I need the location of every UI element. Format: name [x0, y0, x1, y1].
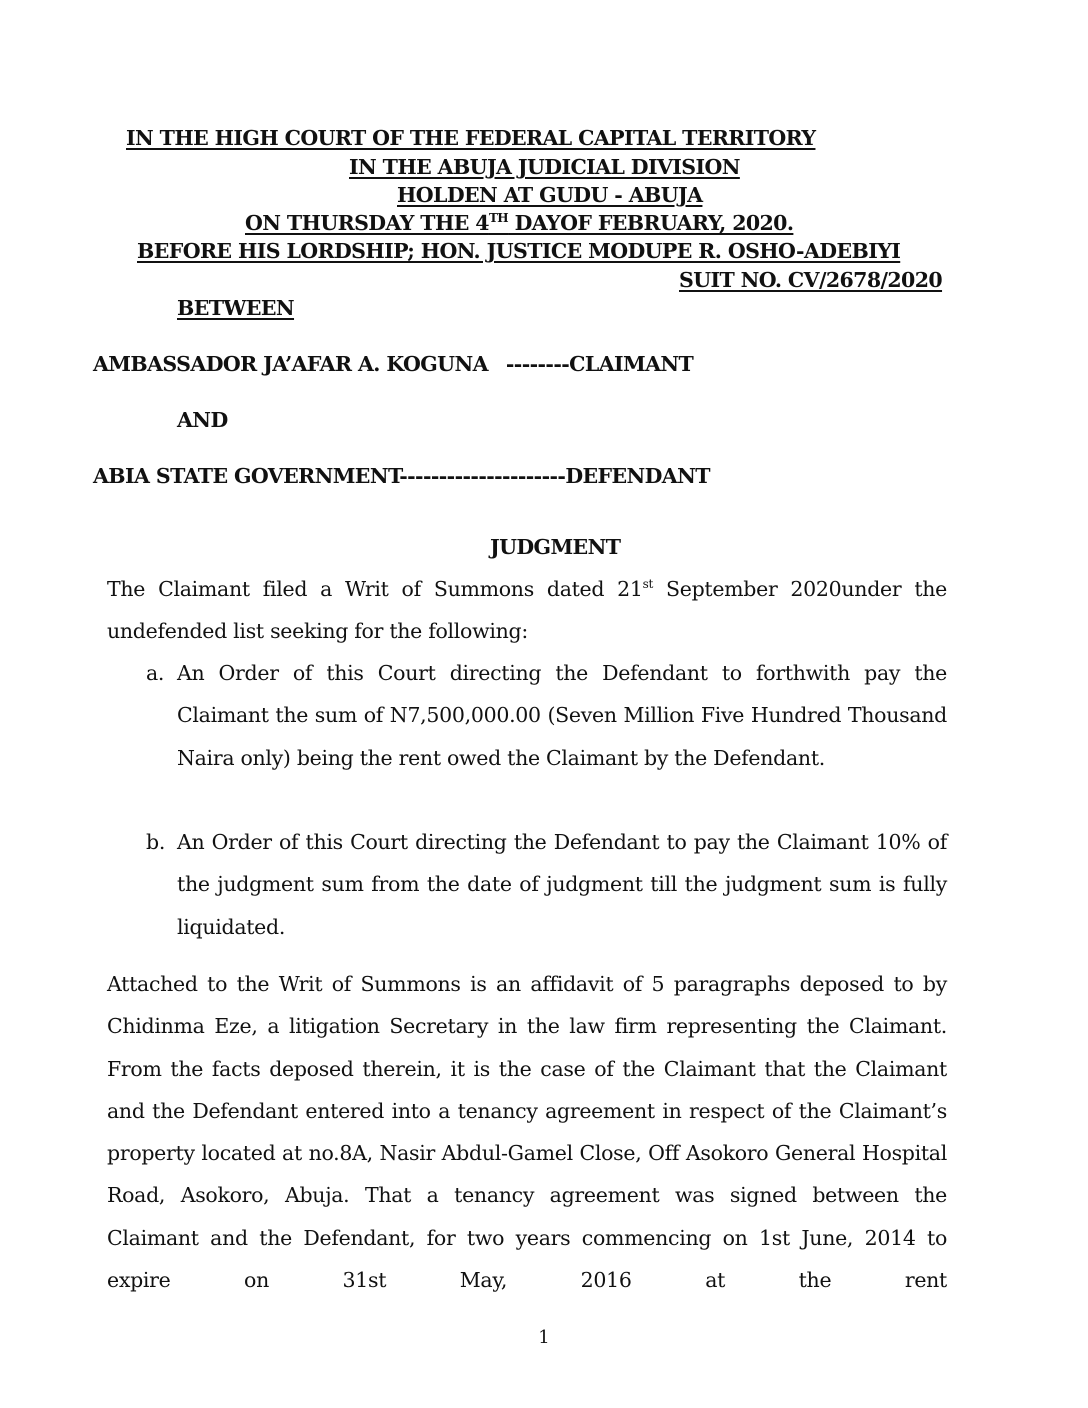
judgment-title: JUDGMENT	[490, 535, 621, 559]
holden-heading: HOLDEN AT GUDU - ABUJA	[397, 183, 703, 207]
intro-ordinal: st	[642, 577, 654, 591]
date-heading	[245, 209, 793, 237]
relief-text-a: An Order of this Court directing the Defendant to forthwith pay the Claimant the sum of N7,500,000.00 (Seven Million Five Hundred Thousand Naira only) being the rent owed the Claimant by the Defendant.	[177, 661, 947, 770]
claimant-name: AMBASSADOR JA’AFAR A. KOGUNA	[93, 352, 488, 376]
date-heading-ordinal: TH	[488, 211, 509, 225]
before-heading: BEFORE HIS LORDSHIP; HON. JUSTICE MODUPE R. OSHO-ADEBIYI	[137, 239, 901, 263]
defendant-line	[93, 462, 710, 490]
defendant-dashes: ---------------------	[399, 464, 566, 488]
affidavit-paragraph: Attached to the Writ of Summons is an affidavit of 5 paragraphs deposed to by Chidinma Eze, a litigation Secretary in the law firm representing the Claimant. From the facts deposed therein, it is the case of the Claimant that the Claimant and the Defendant entered into a tenancy agreement in respect of the Claimant’s property located at no.8A, Nasir Abdul-Gamel Close, Off Asokoro General Hospital Road, Asokoro, Abuja. That a tenancy agreement was signed between the Claimant and the Defendant, for two years commencing on 1st June, 2014 to expire on 31st May, 2016 at the rent	[107, 972, 947, 1293]
between-label: BETWEEN	[177, 296, 295, 320]
suit-number: SUIT NO. CV/2678/2020	[679, 268, 943, 292]
defendant-role: DEFENDANT	[565, 464, 710, 488]
claimant-line	[93, 350, 693, 378]
date-heading-suffix: DAYOF FEBRUARY, 2020.	[508, 211, 794, 235]
relief-marker-a: a.	[146, 661, 165, 685]
page-number: 1	[538, 1327, 550, 1348]
intro-paragraph	[107, 568, 947, 653]
intro-text-start: The Claimant filed a Writ of Summons dated 21	[107, 577, 643, 601]
defendant-name: ABIA STATE GOVERNMENT	[93, 464, 400, 488]
and-label: AND	[177, 408, 228, 432]
relief-item-a	[107, 652, 947, 779]
relief-item-b	[107, 821, 947, 948]
claimant-dashes: --------	[505, 352, 570, 376]
court-heading: IN THE HIGH COURT OF THE FEDERAL CAPITAL TERRITORY	[126, 126, 816, 150]
division-heading: IN THE ABUJA JUDICIAL DIVISION	[349, 155, 740, 179]
date-heading-prefix: ON THURSDAY THE 4	[245, 211, 489, 235]
relief-text-b: An Order of this Court directing the Defendant to pay the Claimant 10% of the judgment sum from the date of judgment till the judgment sum is fully liquidated.	[177, 830, 947, 939]
claimant-role: CLAIMANT	[569, 352, 694, 376]
relief-marker-b: b.	[146, 830, 166, 854]
intro-text-end: September 2020under the undefended list seeking for the following:	[107, 577, 947, 644]
